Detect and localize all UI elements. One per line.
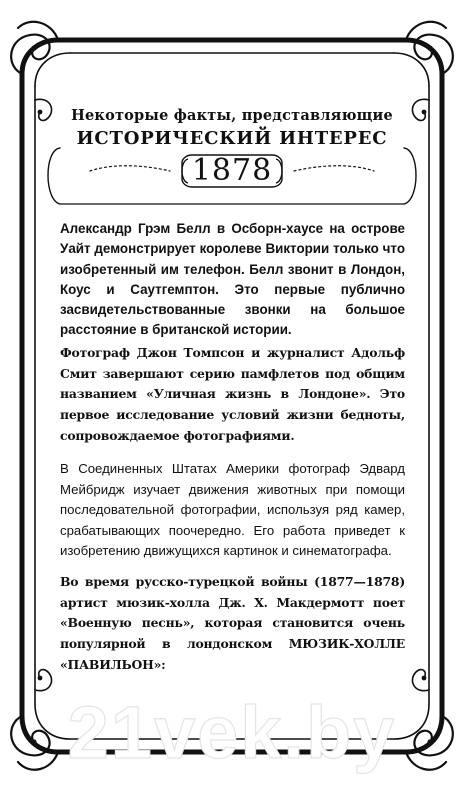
paragraph-thompson: Фотограф Джон Томпсон и журналист Адольф Смит завершают серию памфлетов под общим названием «Уличная жизнь в Лондоне». Это первое исследование условий жизни бедноты, сопровождаемое фотографиями. [60,345,405,443]
year-badge [178,153,286,189]
paragraph-bell: Александр Грэм Белл в Осборн-хаусе на острове Уайт демонстрирует королеве Виктории только что изобретенный им телефон. Белл звонит в Лондон, Коус и Саутгемптон. Это первые публично засвидетельствованные звонки на большое расстояние в британской истории. [60,221,405,338]
heading-title: ИСТОРИЧЕСКИЙ ИНТЕРЕС [76,128,388,149]
year-text: 1878 [191,153,273,188]
heading-subtitle: Некоторые факты, представляющие [71,107,393,124]
paragraph-muybridge: В Соединенных Штатах Америки фотограф Эдвард Мейбридж изучает движения животных при помощи последовательной фотографии, используя ряд камер, срабатывающих поочередно. Его работа приведет к изобретению движущихся картинок и синематографа. [60,461,405,558]
paragraph-war-song: Во время русско-турецкой войны (1877—1878) артист мюзик-холла Дж. Х. Макдермотт поет «Военную песнь», которая становится очень популярной в лондонском МЮЗИК-ХОЛЛЕ «ПАВИЛЬОН»: [60,574,405,672]
watermark: 21vek.by [67,691,397,774]
